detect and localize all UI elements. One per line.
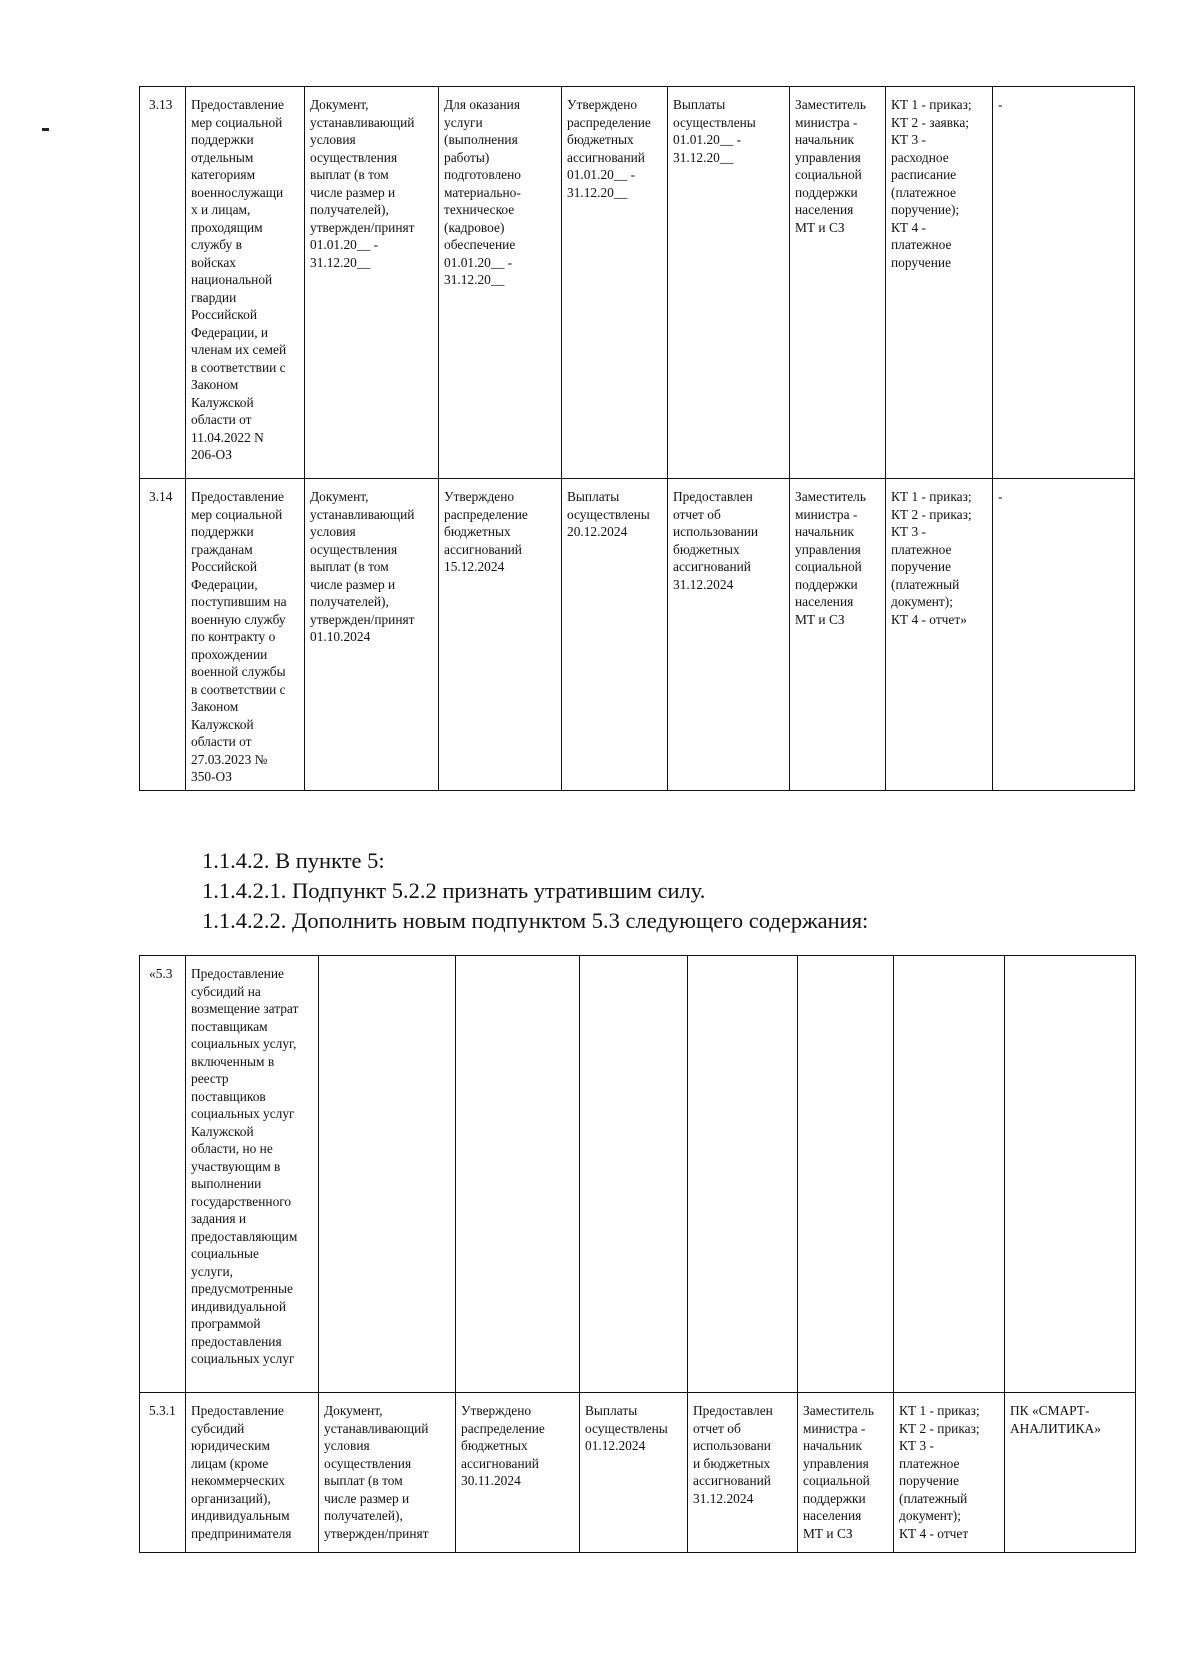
plan-table-section-5-3 (139, 955, 1136, 1553)
responsible-person-cell: Заместитель министра - начальник управления социальной поддержки населения МТ и СЗ (790, 479, 886, 791)
row-number-cell: 3.14 (140, 479, 186, 791)
checkpoint-3-cell: Выплаты осуществлены 20.12.2024 (562, 479, 668, 791)
plan-table-section-3 (139, 86, 1135, 791)
information-system-cell: ПК «СМАРТ- АНАЛИТИКА» (1005, 1393, 1136, 1553)
paragraph-1-1-4-2-1: 1.1.4.2.1. Подпункт 5.2.2 признать утратившим силу. (202, 878, 706, 903)
responsible-person-cell (798, 956, 894, 1393)
table-row (140, 87, 1135, 479)
event-name-cell: Предоставление субсидий юридическим лицам (кроме некоммерческих организаций), индивидуальным предпринимателя (186, 1393, 319, 1553)
event-name-cell: Предоставление мер социальной поддержки гражданам Российской Федерации, поступившим на военную службу по контракту о прохождении военной службы в соответствии с Законом Калужской области от 27.03.2023 № 350-ОЗ (186, 479, 305, 791)
table-row (140, 956, 1136, 1393)
checkpoint-1-cell: Документ, устанавливающий условия осуществления выплат (в том числе размер и получателей), утвержден/принят 01.01.20__ - 31.12.20__ (305, 87, 439, 479)
checkpoint-2-cell: Утверждено распределение бюджетных ассигнований 30.11.2024 (456, 1393, 580, 1553)
responsible-person-cell: Заместитель министра - начальник управления социальной поддержки населения МТ и СЗ (798, 1393, 894, 1553)
checkpoint-1-cell: Документ, устанавливающий условия осуществления выплат (в том числе размер и получателей), утвержден/принят (319, 1393, 456, 1553)
checkpoint-4-cell: Предоставлен отчет об использовании бюджетных ассигнований 31.12.2024 (668, 479, 790, 791)
information-system-cell: - (993, 87, 1135, 479)
confirming-document-cell: КТ 1 - приказ; КТ 2 - заявка; КТ 3 - расходное расписание (платежное поручение); КТ 4 - платежное поручение (886, 87, 993, 479)
checkpoint-2-cell (456, 956, 580, 1393)
stray-dash-mark (42, 128, 49, 131)
row-number-cell: 3.13 (140, 87, 186, 479)
checkpoint-4-cell (688, 956, 798, 1393)
checkpoint-2-cell: Для оказания услуги (выполнения работы) подготовлено материально- техническое (кадровое) обеспечение 01.01.20__ - 31.12.20__ (439, 87, 562, 479)
amendment-paragraphs (202, 846, 1162, 936)
checkpoint-1-cell: Документ, устанавливающий условия осуществления выплат (в том числе размер и получателей), утвержден/принят 01.10.2024 (305, 479, 439, 791)
checkpoint-3-cell (580, 956, 688, 1393)
confirming-document-cell (894, 956, 1005, 1393)
row-number-cell: 5.3.1 (140, 1393, 186, 1553)
paragraph-1-1-4-2: 1.1.4.2. В пункте 5: (202, 848, 385, 873)
table-row (140, 479, 1135, 791)
checkpoint-2-cell: Утверждено распределение бюджетных ассигнований 15.12.2024 (439, 479, 562, 791)
confirming-document-cell: КТ 1 - приказ; КТ 2 - приказ; КТ 3 - платежное поручение (платежный документ); КТ 4 - отчет» (886, 479, 993, 791)
checkpoint-3-cell: Утверждено распределение бюджетных ассигнований 01.01.20__ - 31.12.20__ (562, 87, 668, 479)
row-number-cell: «5.3 (140, 956, 186, 1393)
information-system-cell: - (993, 479, 1135, 791)
event-name-cell: Предоставление субсидий на возмещение затрат поставщикам социальных услуг, включенным в реестр поставщиков социальных услуг Калужской области, но не участвующим в выполнении государственного задания и предоставляющим социальные услуги, предусмотренные индивидуальной программой предоставления социальных услуг (186, 956, 319, 1393)
checkpoint-4-cell: Предоставлен отчет об использовани и бюджетных ассигнований 31.12.2024 (688, 1393, 798, 1553)
table-row (140, 1393, 1136, 1553)
confirming-document-cell: КТ 1 - приказ; КТ 2 - приказ; КТ 3 - платежное поручение (платежный документ); КТ 4 - отчет (894, 1393, 1005, 1553)
paragraph-1-1-4-2-2: 1.1.4.2.2. Дополнить новым подпунктом 5.3 следующего содержания: (202, 908, 869, 933)
checkpoint-4-cell: Выплаты осуществлены 01.01.20__ - 31.12.20__ (668, 87, 790, 479)
event-name-cell: Предоставление мер социальной поддержки отдельным категориям военнослужащи х и лицам, проходящим службу в войсках национальной гвардии Российской Федерации, и членам их семей в соответствии с Законом Калужской области от 11.04.2022 N 206-ОЗ (186, 87, 305, 479)
checkpoint-1-cell (319, 956, 456, 1393)
responsible-person-cell: Заместитель министра - начальник управления социальной поддержки населения МТ и СЗ (790, 87, 886, 479)
checkpoint-3-cell: Выплаты осуществлены 01.12.2024 (580, 1393, 688, 1553)
information-system-cell (1005, 956, 1136, 1393)
